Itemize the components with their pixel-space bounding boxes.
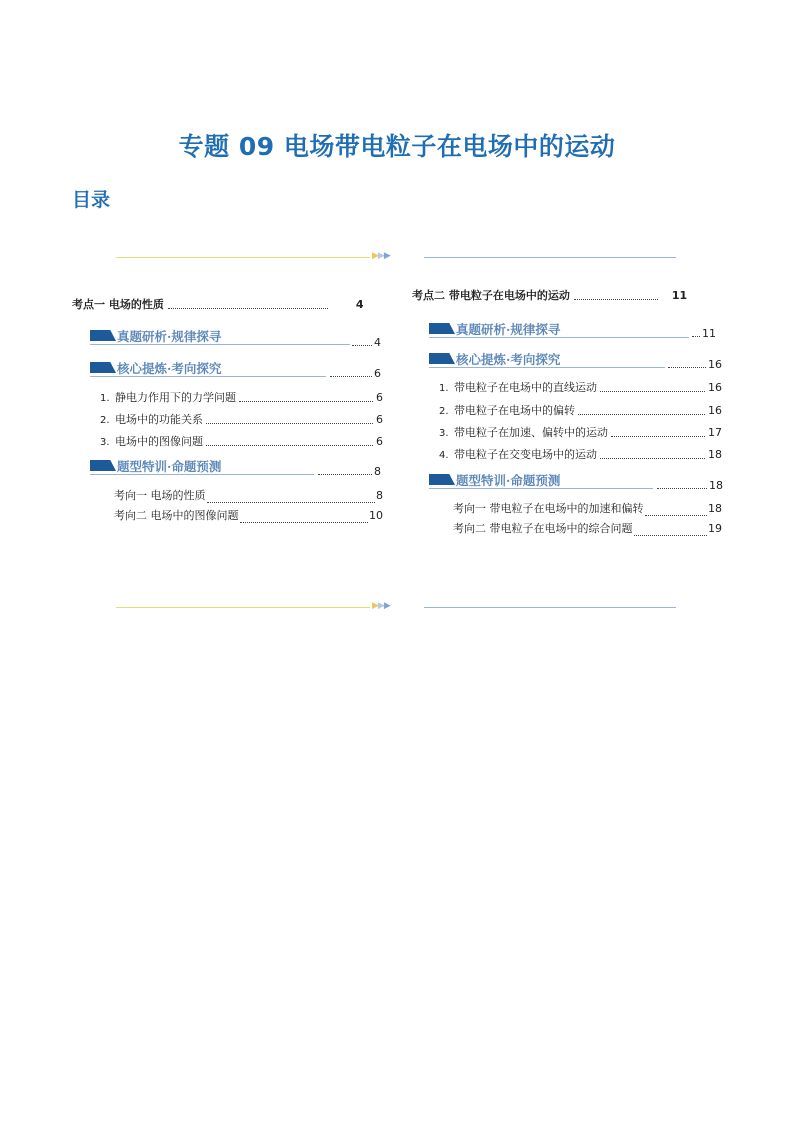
toc-dots bbox=[611, 436, 705, 437]
banner-underline bbox=[429, 337, 689, 338]
banner-page-left-3 bbox=[318, 465, 381, 478]
banner-underline bbox=[429, 367, 665, 368]
toc-item-label: 带电粒子在加速、偏转中的运动 bbox=[454, 426, 608, 439]
banner-page-right-1 bbox=[692, 327, 716, 340]
banner-underline bbox=[90, 344, 350, 345]
toc-page: 6 bbox=[376, 435, 383, 448]
toc-sub-left-1[interactable] bbox=[114, 487, 383, 503]
banner-underline bbox=[429, 488, 653, 489]
toc-item-label: 电场中的图像问题 bbox=[115, 435, 203, 448]
toc-sub-right-1[interactable] bbox=[453, 500, 722, 516]
toc-section-left[interactable] bbox=[72, 296, 382, 312]
banner-underline bbox=[90, 474, 314, 475]
toc-dots bbox=[578, 414, 705, 415]
toc-dots bbox=[239, 401, 373, 402]
banner-tab-icon bbox=[429, 353, 455, 364]
toc-dots bbox=[574, 299, 658, 300]
toc-page: 8 bbox=[374, 465, 381, 478]
banner-tab-icon bbox=[90, 330, 116, 341]
toc-page: 4 bbox=[355, 298, 364, 311]
arrows-icon-top: ▶▶▶ bbox=[372, 251, 390, 261]
toc-item-number: 3. bbox=[439, 428, 449, 439]
toc-dots bbox=[206, 445, 373, 446]
banner-label: 真题研析·规律探寻 bbox=[456, 322, 561, 337]
toc-dots bbox=[206, 423, 373, 424]
toc-item-label: 带电粒子在交变电场中的运动 bbox=[454, 448, 597, 461]
banner-underline bbox=[90, 376, 326, 377]
banner-tab-icon bbox=[429, 323, 455, 334]
toc-page: 6 bbox=[374, 367, 381, 380]
toc-dots bbox=[600, 391, 705, 392]
banner-tab-icon bbox=[90, 460, 116, 471]
arrows-icon-bottom: ▶▶▶ bbox=[372, 601, 390, 611]
banner-hexin-right[interactable] bbox=[429, 350, 665, 368]
toc-dots bbox=[168, 308, 328, 309]
banner-tab-icon bbox=[429, 474, 455, 485]
banner-page-left-2 bbox=[330, 367, 381, 380]
toc-item-right-2[interactable] bbox=[439, 402, 722, 418]
toc-item-label: 带电粒子在电场中的直线运动 bbox=[454, 381, 597, 394]
banner-label: 真题研析·规律探寻 bbox=[117, 329, 222, 344]
toc-sub-label: 考向二 带电粒子在电场中的综合问题 bbox=[453, 522, 633, 535]
banner-label: 核心提炼·考向探究 bbox=[456, 352, 561, 367]
banner-tixing-left[interactable] bbox=[90, 457, 314, 475]
divider-left-top bbox=[116, 257, 370, 258]
toc-page: 11 bbox=[702, 327, 716, 340]
toc-page: 10 bbox=[369, 509, 383, 522]
divider-right-top bbox=[424, 257, 676, 258]
toc-page: 18 bbox=[709, 479, 723, 492]
toc-item-label: 电场中的功能关系 bbox=[115, 413, 203, 426]
toc-page: 16 bbox=[708, 381, 722, 394]
toc-item-number: 2. bbox=[100, 415, 110, 426]
toc-item-number: 2. bbox=[439, 406, 449, 417]
toc-sub-left-2[interactable] bbox=[114, 507, 383, 523]
toc-section-label: 考点二 带电粒子在电场中的运动 bbox=[412, 289, 570, 302]
toc-item-label: 带电粒子在电场中的偏转 bbox=[454, 404, 575, 417]
banner-tab-icon bbox=[90, 362, 116, 373]
toc-item-left-1[interactable] bbox=[100, 389, 383, 405]
toc-dots bbox=[600, 458, 705, 459]
toc-dots bbox=[240, 522, 369, 523]
toc-page: 11 bbox=[671, 289, 688, 302]
toc-dots bbox=[634, 535, 708, 536]
banner-label: 核心提炼·考向探究 bbox=[117, 361, 222, 376]
toc-item-number: 4. bbox=[439, 450, 449, 461]
toc-item-number: 1. bbox=[439, 383, 449, 394]
document-title: 专题 09 电场带电粒子在电场中的运动 bbox=[178, 132, 616, 161]
banner-label: 题型特训·命题预测 bbox=[456, 473, 561, 488]
banner-tixing-right[interactable] bbox=[429, 471, 653, 489]
toc-page: 16 bbox=[708, 358, 722, 371]
toc-item-right-1[interactable] bbox=[439, 379, 722, 395]
toc-page: 6 bbox=[376, 391, 383, 404]
toc-page: 18 bbox=[708, 448, 722, 461]
toc-page: 16 bbox=[708, 404, 722, 417]
banner-zhenti-left[interactable] bbox=[90, 327, 350, 345]
toc-page: 19 bbox=[708, 522, 722, 535]
toc-item-number: 1. bbox=[100, 393, 110, 404]
toc-item-label: 静电力作用下的力学问题 bbox=[115, 391, 236, 404]
toc-dots bbox=[207, 502, 376, 503]
toc-item-left-2[interactable] bbox=[100, 411, 383, 427]
toc-page: 4 bbox=[374, 336, 381, 349]
toc-section-label: 考点一 电场的性质 bbox=[72, 298, 164, 311]
toc-dots bbox=[645, 515, 708, 516]
banner-page-right-2 bbox=[668, 358, 722, 371]
banner-hexin-left[interactable] bbox=[90, 359, 326, 377]
divider-right-bottom bbox=[424, 607, 676, 608]
toc-heading: 目录 bbox=[72, 189, 111, 211]
banner-page-right-3 bbox=[657, 479, 723, 492]
toc-page: 17 bbox=[708, 426, 722, 439]
toc-item-left-3[interactable] bbox=[100, 433, 383, 449]
toc-section-right[interactable] bbox=[412, 287, 722, 303]
toc-page: 18 bbox=[708, 502, 722, 515]
toc-sub-label: 考向一 电场的性质 bbox=[114, 489, 206, 502]
toc-item-right-4[interactable] bbox=[439, 446, 722, 462]
toc-item-number: 3. bbox=[100, 437, 110, 448]
divider-left-bottom bbox=[116, 607, 370, 608]
toc-sub-label: 考向一 带电粒子在电场中的加速和偏转 bbox=[453, 502, 644, 515]
toc-sub-right-2[interactable] bbox=[453, 520, 722, 536]
toc-item-right-3[interactable] bbox=[439, 424, 722, 440]
toc-page: 8 bbox=[376, 489, 383, 502]
banner-zhenti-right[interactable] bbox=[429, 320, 689, 338]
toc-page: 6 bbox=[376, 413, 383, 426]
toc-sub-label: 考向二 电场中的图像问题 bbox=[114, 509, 239, 522]
banner-page-left-1 bbox=[352, 336, 381, 349]
banner-label: 题型特训·命题预测 bbox=[117, 459, 222, 474]
